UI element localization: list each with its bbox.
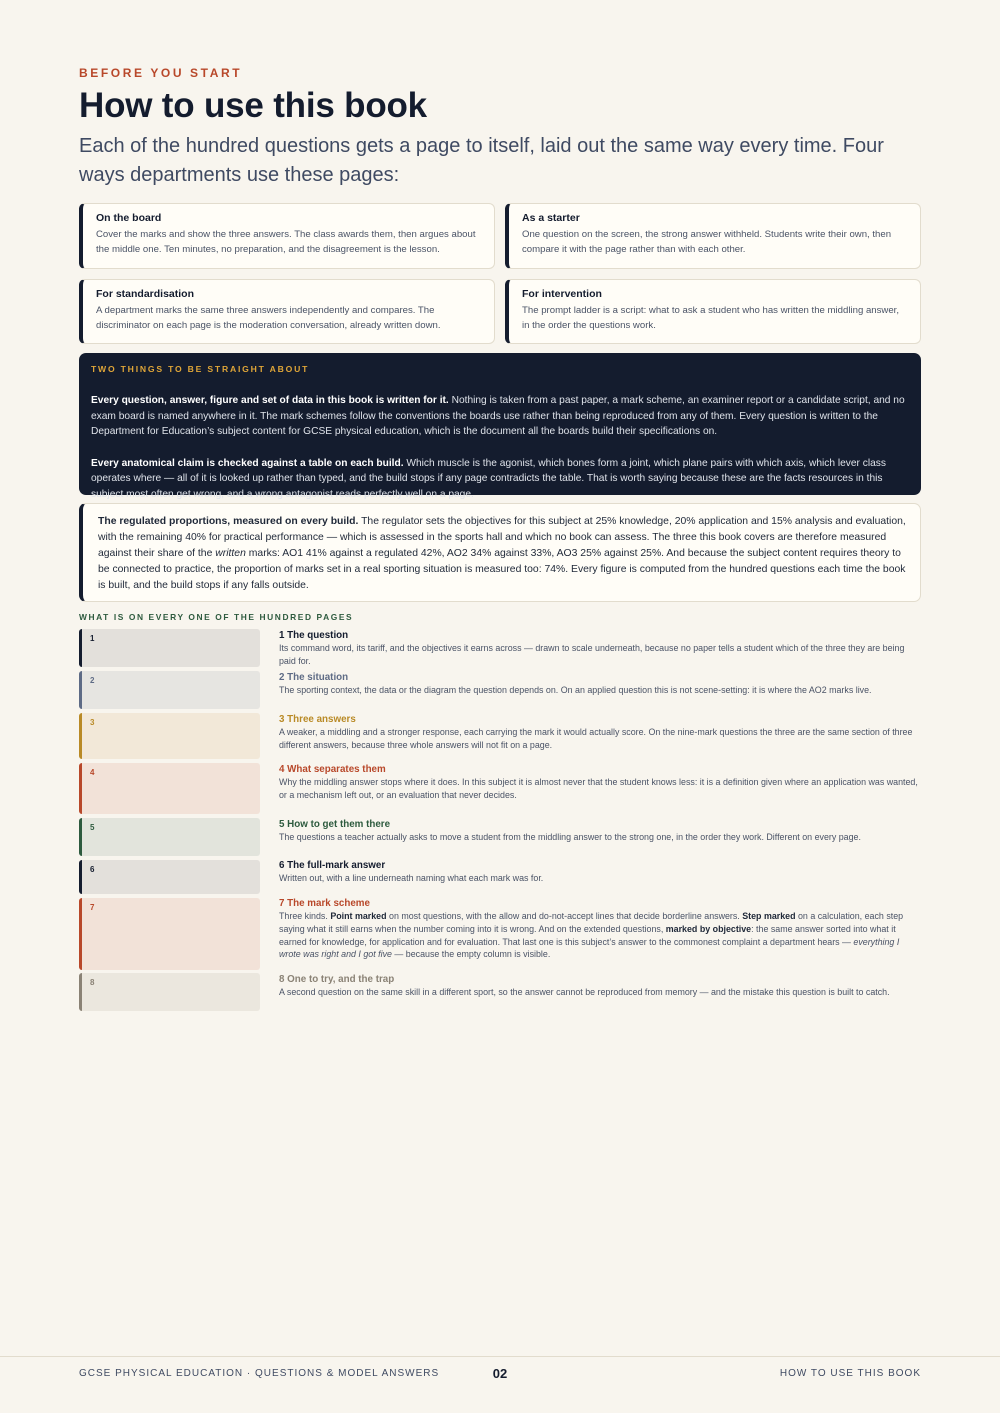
- paragraph-lead: The regulated proportions, measured on every build.: [98, 516, 359, 527]
- anatomy-item-body: Written out, with a line underneath naming what each mark was for.: [279, 873, 544, 883]
- anatomy-item-body: The sporting context, the data or the diagram the question depends on. On an applied question this is not scene-setting: it is where the AO2 marks live.: [279, 685, 872, 695]
- block-number: 1: [90, 634, 95, 643]
- use-card-body: The prompt ladder is a script: what to ask a student who has written the middling answer, in the order the questions work.: [522, 305, 900, 331]
- anatomy-item-title: 7 The mark scheme: [279, 898, 370, 909]
- use-card-on-the-board: [79, 203, 495, 269]
- regulated-proportions-text: [98, 514, 908, 594]
- use-card-body: A department marks the same three answers independently and compares. The discriminator on each page is the moderation conversation, already written down.: [96, 305, 441, 331]
- use-card-title: For intervention: [522, 288, 602, 300]
- anatomy-item-title: 5 How to get them there: [279, 819, 391, 830]
- footer-divider: [0, 1356, 1000, 1357]
- footer-page-number: 02: [492, 1366, 508, 1381]
- anatomy-item-title: 8 One to try, and the trap: [279, 974, 395, 985]
- section-eyebrow: BEFORE YOU START: [79, 66, 243, 80]
- paragraph-body: The regulator sets the objectives for this subject at 25% knowledge, 20% application and 15% analysis and evaluation, with the remaining 40% for practical performance — which is assessed in the sports hall and which no book can assess. The three this book covers are therefore measured against their share of the: [98, 516, 906, 559]
- anatomy-item-body: Why the middling answer stops where it does. In this subject it is almost never that the student knows less: it is a definition given where an application was wanted, or a mechanism left out, or an evaluation that never decides.: [279, 777, 918, 800]
- anatomy-item-mark-scheme: [279, 898, 921, 961]
- emphasis: written: [215, 547, 246, 559]
- straight-about-paragraph-2: [91, 456, 909, 503]
- anatomy-item-what-separates: [279, 764, 921, 802]
- anatomy-item-title: 3 Three answers: [279, 714, 356, 725]
- intro-text: Each of the hundred questions gets a page to itself, laid out the same way every time. Four ways departments use these pages:: [79, 135, 884, 186]
- paragraph-lead: Every question, answer, figure and set of data in this book is written for it.: [91, 395, 449, 407]
- anatomy-item-body: Its command word, its tariff, and the objectives it earns across — drawn to scale underneath, because no paper tells a student which of the three they are being paid for.: [279, 643, 905, 666]
- paragraph-body: marks: AO1 41% against a regulated 42%, AO2 34% against 33%, AO3 25% against 25%. And because the subject content requires theory to be connected to practice, the proportion of marks set in a real sporting situation is measured too: 74%. Every figure is computed from the hundred questions each time the book is built, and the build stops if any falls outside.: [98, 547, 906, 591]
- paragraph-body: Nothing is taken from a past paper, a mark scheme, an examiner report or a candidate script, and no exam board is named anywhere in it. The mark schemes follow the conventions the boards use rather than being reproduced from any of them. Every question is written to the Department for Education’s subject content for GCSE physical education, which is the document all the boards build their specifications on.: [91, 395, 905, 438]
- anatomy-item-three-answers: [279, 714, 921, 752]
- use-card-title: As a starter: [522, 212, 580, 224]
- anatomy-item-title: 4 What separates them: [279, 764, 386, 775]
- anatomy-item-title: 6 The full-mark answer: [279, 860, 386, 871]
- straight-about-label: TWO THINGS TO BE STRAIGHT ABOUT: [91, 364, 310, 374]
- footer-section-name: HOW TO USE THIS BOOK: [779, 1368, 921, 1379]
- anatomy-block-5: [79, 818, 260, 856]
- block-number: 3: [90, 718, 95, 727]
- regulated-proportions-callout: [79, 503, 921, 602]
- anatomy-item-one-to-try: [279, 974, 921, 999]
- anatomy-block-7: [79, 898, 260, 970]
- anatomy-item-body: Three kinds. Point marked on most questions, with the allow and do-not-accept lines that decide borderline answers. Step marked on a calculation, each step saying what it still earns when the number coming into it is wrong. And on the extended questions, marked by objective: the same answer sorted into what it earned for knowledge, for application and for evaluation. That last one is this subject’s answer to the commonest complaint a department hears — everything I wrote was right and I got five — because the empty column is visible.: [279, 911, 904, 960]
- use-card-body: Cover the marks and show the three answers. The class awards them, then argues about the middle one. Ten minutes, no preparation, and the disagreement is the lesson.: [96, 229, 476, 255]
- anatomy-block-8: [79, 973, 260, 1011]
- block-number: 7: [90, 903, 95, 912]
- footer-book-title: GCSE PHYSICAL EDUCATION · QUESTIONS & MODEL ANSWERS: [79, 1368, 440, 1379]
- block-number: 2: [90, 676, 95, 685]
- use-card-title: On the board: [96, 212, 162, 224]
- anatomy-item-situation: [279, 672, 921, 697]
- paragraph-lead: Every anatomical claim is checked against a table on each build.: [91, 457, 404, 469]
- block-number: 5: [90, 823, 95, 832]
- use-card-body: One question on the screen, the strong answer withheld. Students write their own, then compare it with the page rather than with each other.: [522, 229, 892, 255]
- use-card-as-a-starter: [505, 203, 921, 269]
- page-title: How to use this book: [79, 86, 427, 125]
- anatomy-item-body: A second question on the same skill in a different sport, so the answer cannot be reproduced from memory — and the mistake this question is built to catch.: [279, 987, 890, 997]
- anatomy-item-body: A weaker, a middling and a stronger response, each carrying the mark it would actually score. On the nine-mark questions the three are the same section of three different answers, because three whole answers will not fit on a page.: [279, 727, 913, 750]
- use-card-for-intervention: [505, 279, 921, 344]
- anatomy-item-title: 2 The situation: [279, 672, 349, 683]
- anatomy-item-question: [279, 630, 921, 668]
- straight-about-paragraph-1: [91, 393, 909, 440]
- use-card-title: For standardisation: [96, 288, 195, 300]
- paragraph-body: Which muscle is the agonist, which bones form a joint, which plane pairs with which axis, which lever class operates where — all of it is looked up rather than typed, and the build stops if any page contradicts the table. That is worth saying because these are the facts resources in this subject most often get wrong, and a wrong antagonist reads perfectly well on a page.: [91, 457, 886, 500]
- straight-about-panel: [79, 353, 921, 500]
- block-number: 8: [90, 978, 95, 987]
- anatomy-block-3: [79, 713, 260, 759]
- anatomy-item-body: The questions a teacher actually asks to move a student from the middling answer to the strong one, in the order they work. Different on every page.: [279, 832, 861, 842]
- anatomy-item-title: 1 The question: [279, 630, 349, 641]
- use-card-for-standardisation: [79, 279, 495, 344]
- anatomy-item-full-mark-answer: [279, 860, 921, 885]
- block-number: 4: [90, 768, 95, 777]
- anatomy-block-1: [79, 629, 260, 667]
- anatomy-block-4: [79, 763, 260, 814]
- page-anatomy-label: WHAT IS ON EVERY ONE OF THE HUNDRED PAGES: [79, 612, 354, 622]
- anatomy-block-2: [79, 671, 260, 709]
- anatomy-block-6: [79, 860, 260, 894]
- block-number: 6: [90, 865, 95, 874]
- anatomy-item-how-to-get-there: [279, 819, 921, 844]
